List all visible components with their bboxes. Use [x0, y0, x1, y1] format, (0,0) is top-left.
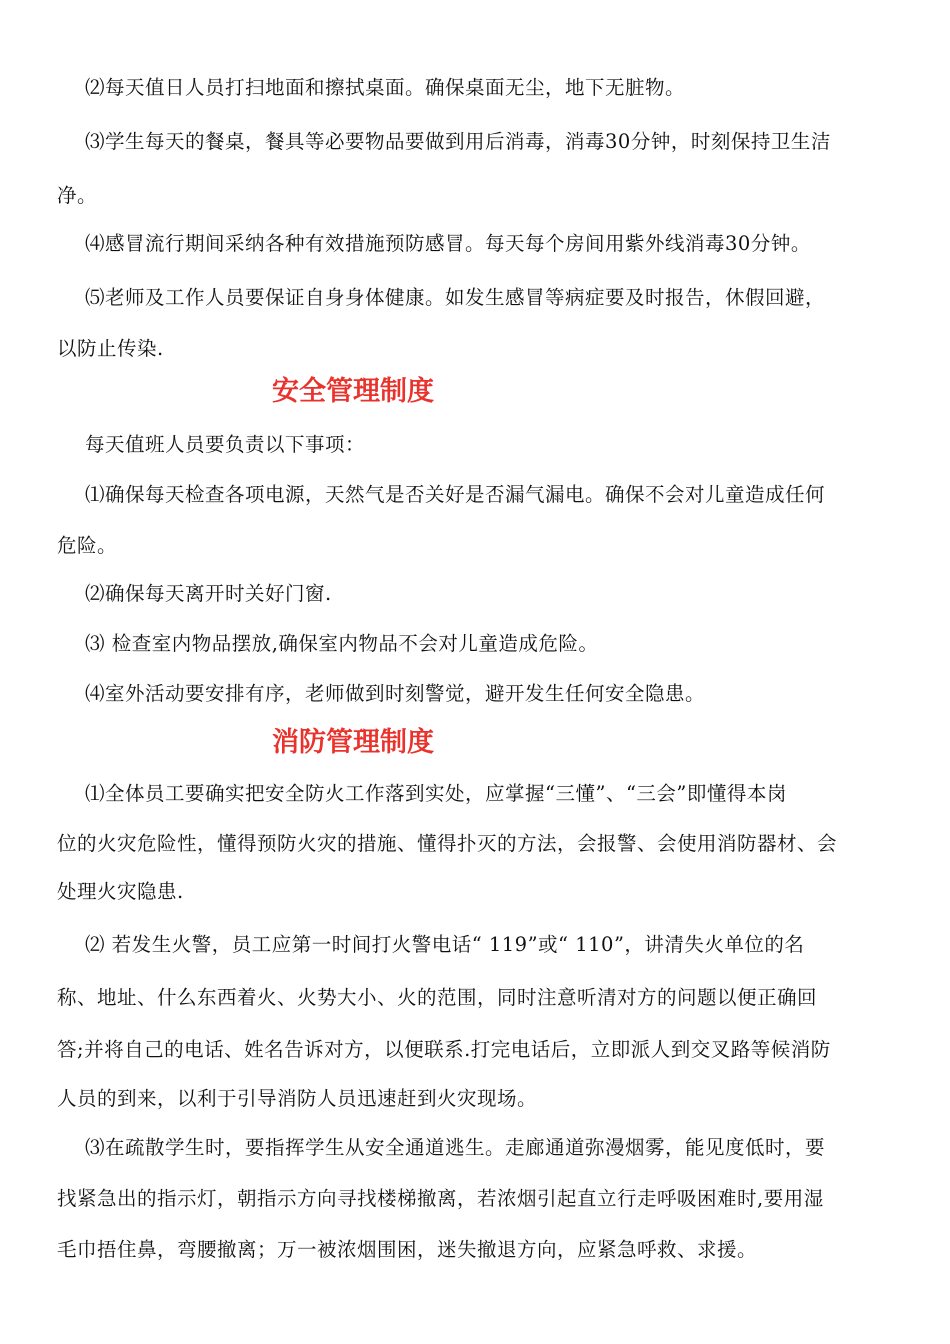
- paragraph-line: 人员的到来，以利于引导消防人员迅速赶到火灾现场。: [57, 1087, 538, 1110]
- paragraph-line: 毛巾捂住鼻，弯腰撤离；万一被浓烟围困，迷失撤退方向，应紧急呼救、求援。: [57, 1238, 758, 1261]
- paragraph-line: ⑷感冒流行期间采纳各种有效措施预防感冒。每天每个房间用紫外线消毒30分钟。: [85, 232, 811, 255]
- paragraph-line: ⑶ 检查室内物品摆放,确保室内物品不会对儿童造成危险。: [85, 632, 599, 655]
- paragraph-line: ⑵ 若发生火警，员工应第一时间打火警电话“ 119”或“ 110”，讲清失火单位的名: [85, 933, 805, 956]
- paragraph-line: 位的火灾危险性，懂得预防火灾的措施、懂得扑灭的方法，会报警、会使用消防器材、会: [57, 832, 838, 855]
- paragraph-line: 以防止传染.: [57, 337, 164, 360]
- paragraph-line: 找紧急出的指示灯，朝指示方向寻找楼梯撤离，若浓烟引起直立行走呼吸困难时,要用湿: [57, 1187, 824, 1210]
- paragraph-line: ⑶在疏散学生时，要指挥学生从安全通道逃生。走廊通道弥漫烟雾，能见度低时，要: [85, 1136, 826, 1159]
- paragraph-line: ⑷室外活动要安排有序，老师做到时刻警觉，避开发生任何安全隐患。: [85, 682, 706, 705]
- paragraph-line: ⑵每天值日人员打扫地面和擦拭桌面。确保桌面无尘，地下无脏物。: [85, 76, 686, 99]
- paragraph-line: 净。: [57, 184, 98, 207]
- paragraph-line: 称、地址、什么东西着火、火势大小、火的范围，同时注意听清对方的问题以便正确回: [57, 986, 818, 1009]
- paragraph-line: ⑶学生每天的餐桌，餐具等必要物品要做到用后消毒，消毒30分钟，时刻保持卫生洁: [85, 130, 831, 153]
- paragraph-line: 处理火灾隐患.: [57, 880, 184, 903]
- safety-heading: 安全管理制度: [272, 376, 434, 407]
- paragraph-line: ⑸老师及工作人员要保证自身身体健康。如发生感冒等病症要及时报告，休假回避，: [85, 286, 826, 309]
- paragraph-line: ⑴全体员工要确实把安全防火工作落到实处，应掌握“三懂”、“三会”即懂得本岗: [85, 782, 787, 805]
- paragraph-line: ⑴确保每天检查各项电源，天然气是否关好是否漏气漏电。确保不会对儿童造成任何: [85, 483, 826, 506]
- paragraph-line: 每天值班人员要负责以下事项：: [85, 433, 366, 456]
- paragraph-line: 答;并将自己的电话、姓名告诉对方，以便联系.打完电话后，立即派人到交叉路等候消防: [57, 1038, 831, 1061]
- paragraph-line: ⑵确保每天离开时关好门窗.: [85, 582, 332, 605]
- fire-heading: 消防管理制度: [272, 727, 434, 758]
- paragraph-line: 危险。: [57, 534, 118, 557]
